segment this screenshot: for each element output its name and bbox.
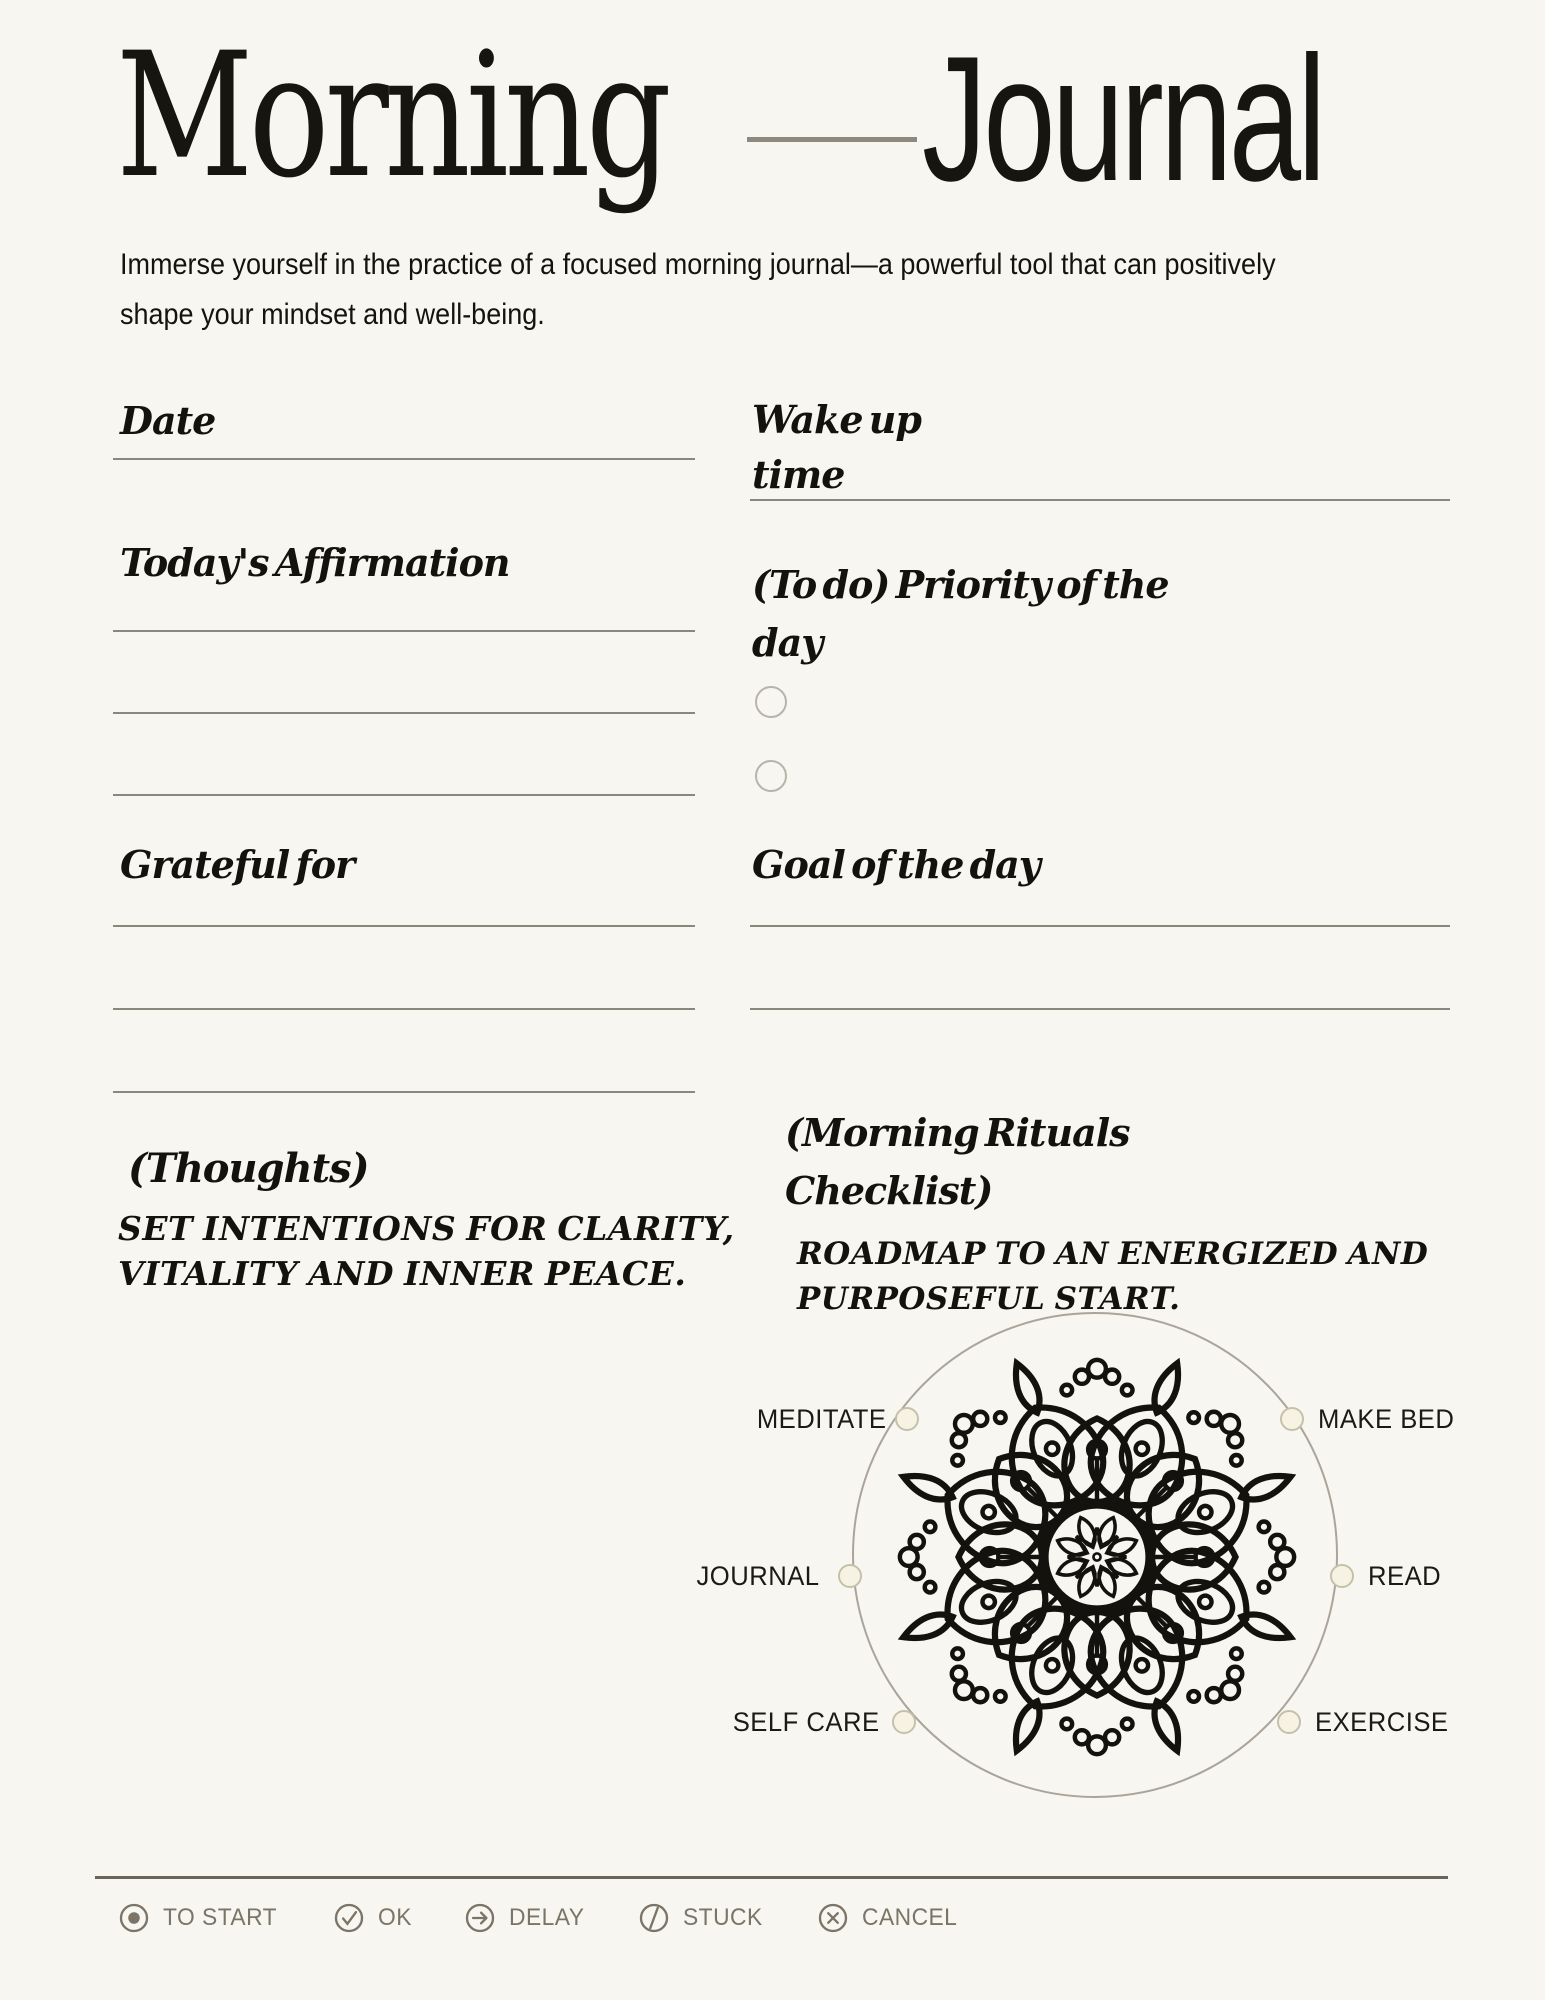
legend-label: STUCK	[683, 1904, 763, 1931]
affirmation-writing-line	[113, 712, 695, 714]
ritual-label-exercise: EXERCISE	[1315, 1707, 1449, 1737]
legend-item-delay	[464, 1902, 588, 1934]
rituals-tagline-line-1: ROADMAP TO AN ENERGIZED AND	[797, 1236, 1429, 1272]
grateful-writing-line	[113, 1091, 695, 1093]
affirmation-writing-line	[113, 794, 695, 796]
check-in-circle-icon	[333, 1902, 365, 1934]
page-subtitle	[120, 240, 1404, 340]
thoughts-tagline	[118, 1206, 735, 1296]
todo-heading-line-2: day	[752, 620, 823, 665]
goal-writing-line	[750, 925, 1450, 927]
grateful-writing-line	[113, 1008, 695, 1010]
wake-up-time-heading	[752, 392, 921, 502]
legend-item-cancel	[817, 1902, 962, 1934]
ritual-dot-make-bed[interactable]	[1280, 1407, 1304, 1431]
legend-item-to-start	[118, 1902, 283, 1934]
subtitle-line-1: Immerse yourself in the practice of a focused morning journal—a powerful tool that can positively	[120, 248, 1276, 281]
page-title-journal: Journal	[922, 19, 1323, 218]
goal-writing-line	[750, 1008, 1450, 1010]
date-writing-line	[113, 458, 695, 460]
thoughts-tagline-line-1: SET INTENTIONS FOR CLARITY,	[118, 1209, 735, 1248]
affirmation-heading: Today's Affirmation	[120, 540, 510, 585]
todo-checkbox-2[interactable]	[755, 760, 787, 792]
ritual-dot-read[interactable]	[1330, 1564, 1354, 1588]
slash-in-circle-icon	[638, 1902, 670, 1934]
date-heading: Date	[120, 398, 216, 443]
legend-label: OK	[378, 1904, 412, 1931]
ritual-label-journal: JOURNAL	[696, 1561, 820, 1591]
ritual-label-make-bed: MAKE BED	[1318, 1404, 1455, 1434]
legend-label: TO START	[163, 1904, 278, 1931]
title-divider-line	[747, 137, 917, 142]
rituals-heading-line-1: (Morning Rituals	[785, 1110, 1130, 1155]
ritual-label-self-care: SELF CARE	[733, 1707, 880, 1737]
rituals-wheel-circle	[852, 1312, 1338, 1798]
wake-up-writing-line	[750, 499, 1450, 501]
thoughts-heading: (Thoughts)	[128, 1145, 369, 1192]
status-legend	[118, 1896, 962, 1940]
page-title-morning: Morning	[116, 15, 668, 216]
x-in-circle-icon	[817, 1902, 849, 1934]
rituals-tagline-line-2: PURPOSEFUL START.	[797, 1281, 1181, 1317]
ritual-dot-meditate[interactable]	[895, 1407, 919, 1431]
legend-item-stuck	[638, 1902, 767, 1934]
todo-heading-line-1: (To do) Priority of the	[752, 562, 1169, 607]
ritual-label-read: READ	[1368, 1561, 1442, 1591]
todo-priority-heading	[752, 556, 1169, 672]
grateful-heading: Grateful for	[120, 842, 355, 887]
thoughts-tagline-line-2: VITALITY AND INNER PEACE.	[118, 1254, 687, 1293]
wake-up-heading-line-1: Wake up	[752, 397, 921, 442]
wake-up-heading-line-2: time	[752, 452, 845, 497]
legend-label: CANCEL	[861, 1904, 958, 1931]
rituals-tagline	[797, 1232, 1428, 1322]
rituals-checklist-heading	[785, 1104, 1130, 1220]
ritual-dot-self-care[interactable]	[892, 1710, 916, 1734]
goal-heading: Goal of the day	[752, 842, 1040, 887]
grateful-writing-line	[113, 925, 695, 927]
arrow-in-circle-icon	[464, 1902, 496, 1934]
subtitle-line-2: shape your mindset and well-being.	[120, 298, 545, 331]
affirmation-writing-line	[113, 630, 695, 632]
todo-checkbox-1[interactable]	[755, 686, 787, 718]
ritual-dot-exercise[interactable]	[1277, 1710, 1301, 1734]
ritual-label-meditate: MEDITATE	[756, 1404, 886, 1434]
ritual-dot-journal[interactable]	[838, 1564, 862, 1588]
dot-in-circle-icon	[118, 1902, 150, 1934]
legend-label: DELAY	[508, 1904, 585, 1931]
legend-item-ok	[333, 1902, 414, 1934]
mandala-illustration	[875, 1335, 1319, 1779]
legend-divider-rule	[95, 1876, 1448, 1879]
rituals-heading-line-2: Checklist)	[785, 1168, 993, 1213]
